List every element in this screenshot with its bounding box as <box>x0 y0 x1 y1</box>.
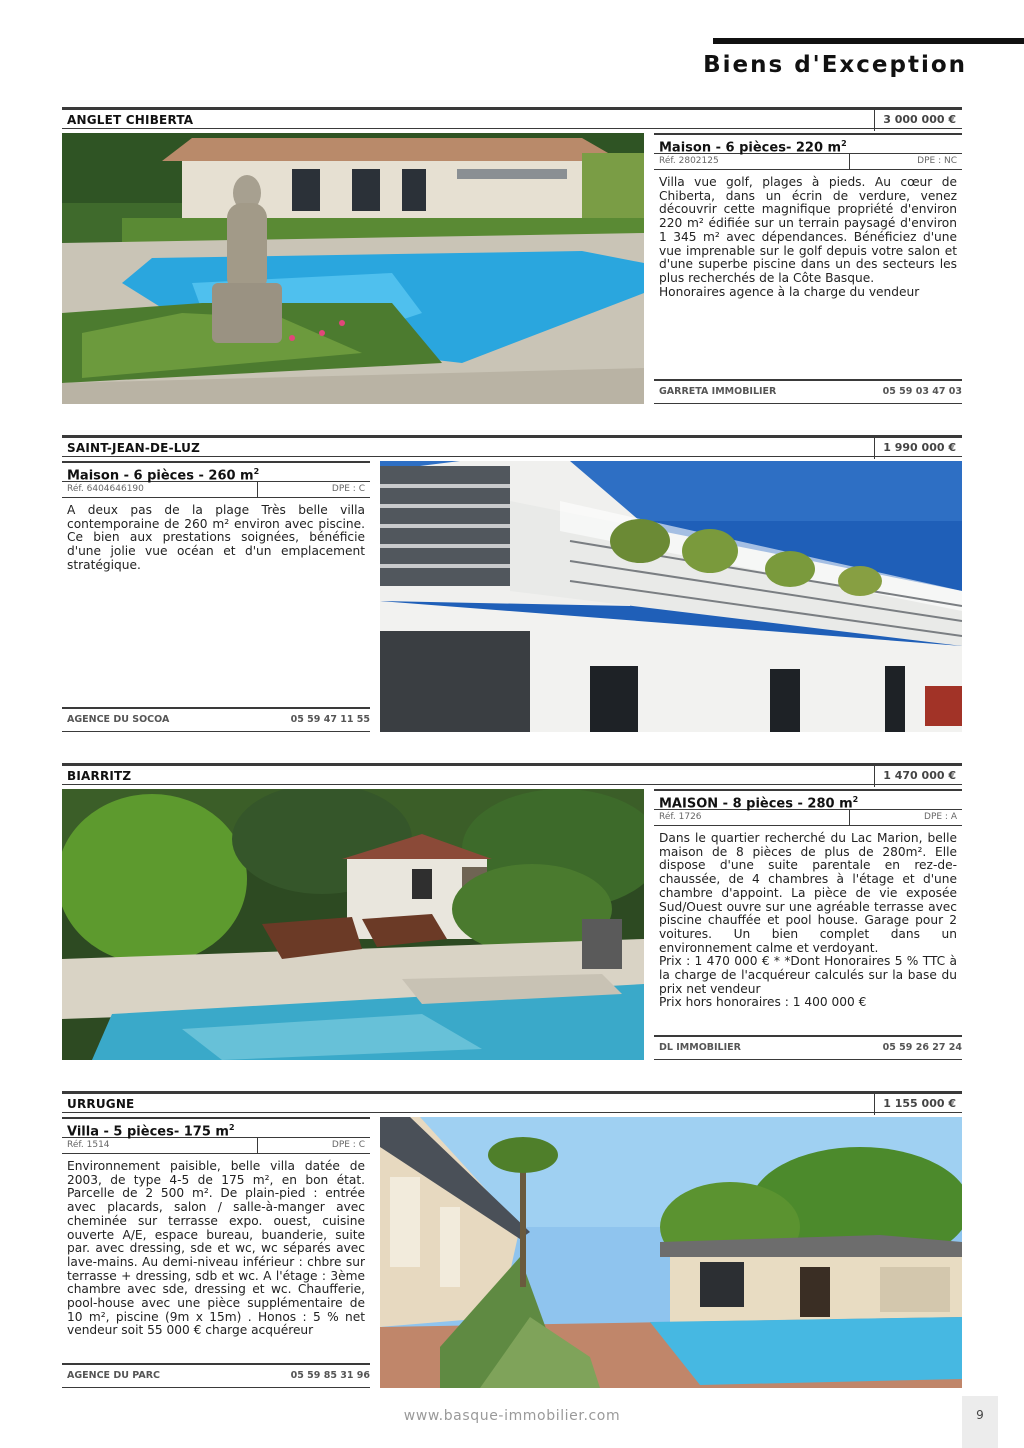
listing-description: Villa vue golf, plages à pieds. Au cœur de Chiberta, dans un écrin de verdure, venez découvrir cette magnifique propriété d'environ 220 m² édifiée sur un terrain paysagé d'environ 1 345 m² avec dépendances. Bénéficiez d'une vue imprenable sur le golf depuis votre salon et d'une superbe piscine dans un des secteurs les plus recherchés de la Côte Basque. Honoraires agence à la charge du vendeur <box>659 175 957 299</box>
listing-reference: Réf. 1726 <box>659 812 702 822</box>
listing-card-biarritz[interactable] <box>62 763 962 1060</box>
page-number: 9 <box>962 1396 998 1448</box>
listing-price: 1 470 000 € <box>874 766 962 787</box>
listing-description: Environnement paisible, belle villa datée de 2003, de type 4-5 de 175 m², en bon état. Parcelle de 2 500 m². De plain-pied : entrée avec placards, salon / salle-à-manger avec cheminée sur terrasse expo. ouest, cuisine ouverte A/E, espace bureau, buanderie, suite par. avec dressing, sde et wc, wc séparés avec lave-mains. Au demi-niveau inférieur : chbre sur terrasse + dressing, sdb et wc. A l'étage : 3ème chambre avec sde, dressing et wc. Chaufferie, pool-house avec une pièce supplémentaire de 10 m², piscine (9m x 15m) . Honos : 5 % net vendeur soit 55 000 € charge acquéreur <box>67 1159 365 1338</box>
listing-card-anglet[interactable] <box>62 107 962 404</box>
listing-city: BIARRITZ <box>67 769 132 783</box>
listing-info <box>62 461 370 732</box>
listing-info <box>654 133 962 404</box>
listing-description: Dans le quartier recherché du Lac Marion, belle maison de 8 pièces de plus de 280m². Elle dispose d'une suite parentale en rez-de-chaussée, de 4 chambres à l'étage et d'une chambre d'appoint. La pièce de vie exposée Sud/Ouest ouvre sur une agréable terrasse avec piscine chauffée et pool house. Garage pour 2 voitures. Un bien complet dans un environnement calme et verdoyant. Prix : 1 470 000 € * *Dont Honoraires 5 % TTC à la charge de l'acquéreur calculés sur la base du prix net vendeur Prix hors honoraires : 1 400 000 € <box>659 831 957 1010</box>
listing-header <box>62 107 962 129</box>
agency-phone[interactable]: 05 59 26 27 24 <box>882 1042 962 1053</box>
agency-name: AGENCE DU SOCOA <box>67 714 170 725</box>
listing-title: Maison - 6 pièces - 260 $m^2$ <box>62 461 370 482</box>
agency-name: DL IMMOBILIER <box>659 1042 741 1053</box>
website-url[interactable]: www.basque-immobilier.com <box>403 1408 621 1424</box>
listing-photo-pool-garden[interactable] <box>62 133 644 404</box>
listing-reference: Réf. 1514 <box>67 1140 110 1150</box>
listing-dpe: DPE : C <box>257 482 370 497</box>
listing-city: SAINT-JEAN-DE-LUZ <box>67 441 201 455</box>
listing-title: MAISON - 8 pièces - 280 $m^2$ <box>654 789 962 810</box>
listing-price: 1 990 000 € <box>874 438 962 459</box>
listing-agency-row <box>654 1035 962 1060</box>
listing-card-urrugne[interactable] <box>62 1091 962 1388</box>
listing-title: Villa - 5 pièces- 175 $m^2$ <box>62 1117 370 1138</box>
listing-card-saint-jean-de-luz[interactable] <box>62 435 962 732</box>
listing-agency-row <box>654 379 962 404</box>
listing-dpe: DPE : C <box>257 1138 370 1153</box>
agency-name: GARRETA IMMOBILIER <box>659 386 777 397</box>
listing-header <box>62 763 962 785</box>
listing-description: A deux pas de la plage Très belle villa contemporaine de 260 m² environ avec piscine. Ce bien aux prestations soignées, bénéficie d'une jolie vue océan et d'un emplacement stratégique. <box>67 503 365 572</box>
listing-city: ANGLET CHIBERTA <box>67 113 194 127</box>
listing-dpe: DPE : NC <box>849 154 962 169</box>
listing-photo-villa-pool[interactable] <box>380 1117 962 1388</box>
listing-agency-row <box>62 707 370 732</box>
agency-phone[interactable]: 05 59 85 31 96 <box>290 1370 370 1381</box>
listing-ref-row <box>654 810 962 826</box>
agency-phone[interactable]: 05 59 03 47 03 <box>882 386 962 397</box>
listing-reference: Réf. 2802125 <box>659 156 719 166</box>
agency-name: AGENCE DU PARC <box>67 1370 160 1381</box>
listing-info <box>654 789 962 1060</box>
agency-phone[interactable]: 05 59 47 11 55 <box>290 714 370 725</box>
listing-title: Maison - 6 pièces- 220 $m^2$ <box>654 133 962 154</box>
listing-photo-garden-pool[interactable] <box>62 789 644 1060</box>
header-bar <box>713 38 1024 44</box>
listing-ref-row <box>62 482 370 498</box>
listing-ref-row <box>654 154 962 170</box>
listing-price: 1 155 000 € <box>874 1094 962 1115</box>
listing-header <box>62 435 962 457</box>
listing-agency-row <box>62 1363 370 1388</box>
listing-photo-modern-villa[interactable] <box>380 461 962 732</box>
listing-city: URRUGNE <box>67 1097 135 1111</box>
listing-dpe: DPE : A <box>849 810 962 825</box>
listing-header <box>62 1091 962 1113</box>
listing-reference: Réf. 6404646190 <box>67 484 144 494</box>
listing-ref-row <box>62 1138 370 1154</box>
magazine-section-title: Biens d'Exception <box>703 52 967 78</box>
listing-price: 3 000 000 € <box>874 110 962 131</box>
listing-info <box>62 1117 370 1388</box>
